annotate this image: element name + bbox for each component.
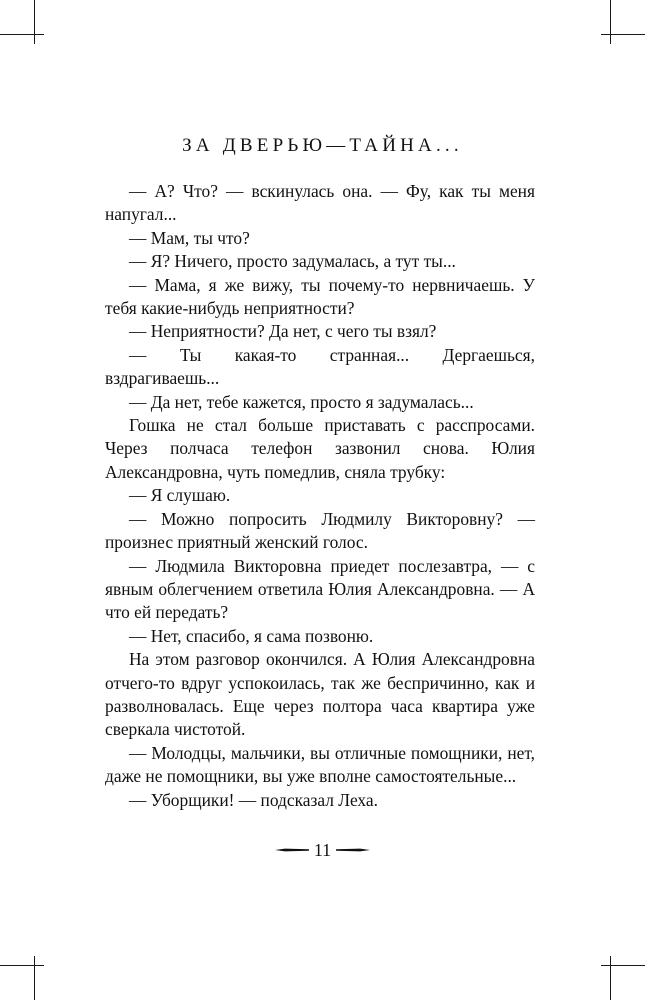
paragraph: — Мама, я же вижу, ты почему-то нервничаешь. У тебя какие-нибудь неприятности? <box>105 274 535 319</box>
paragraph: — Нет, спасибо, я сама позвоню. <box>129 625 374 646</box>
crop-mark-top-left-vertical <box>34 0 35 44</box>
paragraph: — Людмила Викторовна приедет послезавтра, — с явным облегчением ответила Юлия Александровна. — А что ей передать? <box>105 555 535 623</box>
paragraph: — Можно попросить Людмилу Викторовну? — произнес приятный женский голос. <box>105 508 535 553</box>
crop-mark-bottom-right-vertical <box>610 956 611 1000</box>
paragraph: — Мам, ты что? <box>129 227 250 248</box>
running-head: ЗА ДВЕРЬЮ—ТАЙНА... <box>182 135 463 156</box>
paragraph: — Я слушаю. <box>129 485 231 506</box>
paragraph: — Молодцы, мальчики, вы отличные помощники, нет, даже не помощники, вы уже вполне самостоятельные... <box>105 742 535 787</box>
paragraph: — Да нет, тебе кажется, просто я задумалась... <box>129 391 474 412</box>
paragraph: — Я? Ничего, просто задумалась, а тут ты... <box>129 251 456 272</box>
paragraph: Гошка не стал больше приставать с расспросами. Через полчаса телефон зазвонил снова. Юлия Александровна, чуть помедлив, сняла трубку: <box>105 415 535 482</box>
paragraph: — А? Что? — вскинулась она. — Фу, как ты меня напугал... <box>105 181 535 225</box>
crop-mark-bottom-left-horizontal <box>0 965 44 966</box>
page-folio <box>0 838 645 862</box>
crop-mark-bottom-left-vertical <box>34 956 35 1000</box>
page-number: 11 <box>313 840 332 860</box>
paragraph: — Уборщики! — подсказал Леха. <box>129 789 378 810</box>
crop-mark-top-right-vertical <box>610 0 611 44</box>
paragraph: — Ты какая-то странная... Дергаешься, вздрагиваешь... <box>105 344 535 389</box>
paragraph: На этом разговор окончился. А Юлия Александровна отчего-то вдруг успокоилась, так же беспричинно, как и разволновалась. Еще через полтора часа квартира уже сверкала чистотой. <box>105 649 535 740</box>
crop-mark-top-left-horizontal <box>0 34 44 35</box>
arrow-left-ornament-icon <box>336 845 370 855</box>
paragraph: — Неприятности? Да нет, с чего ты взял? <box>129 321 437 342</box>
crop-mark-bottom-right-horizontal <box>601 965 645 966</box>
crop-mark-top-right-horizontal <box>601 34 645 35</box>
arrow-right-ornament-icon <box>275 845 309 855</box>
body-text <box>105 180 535 812</box>
